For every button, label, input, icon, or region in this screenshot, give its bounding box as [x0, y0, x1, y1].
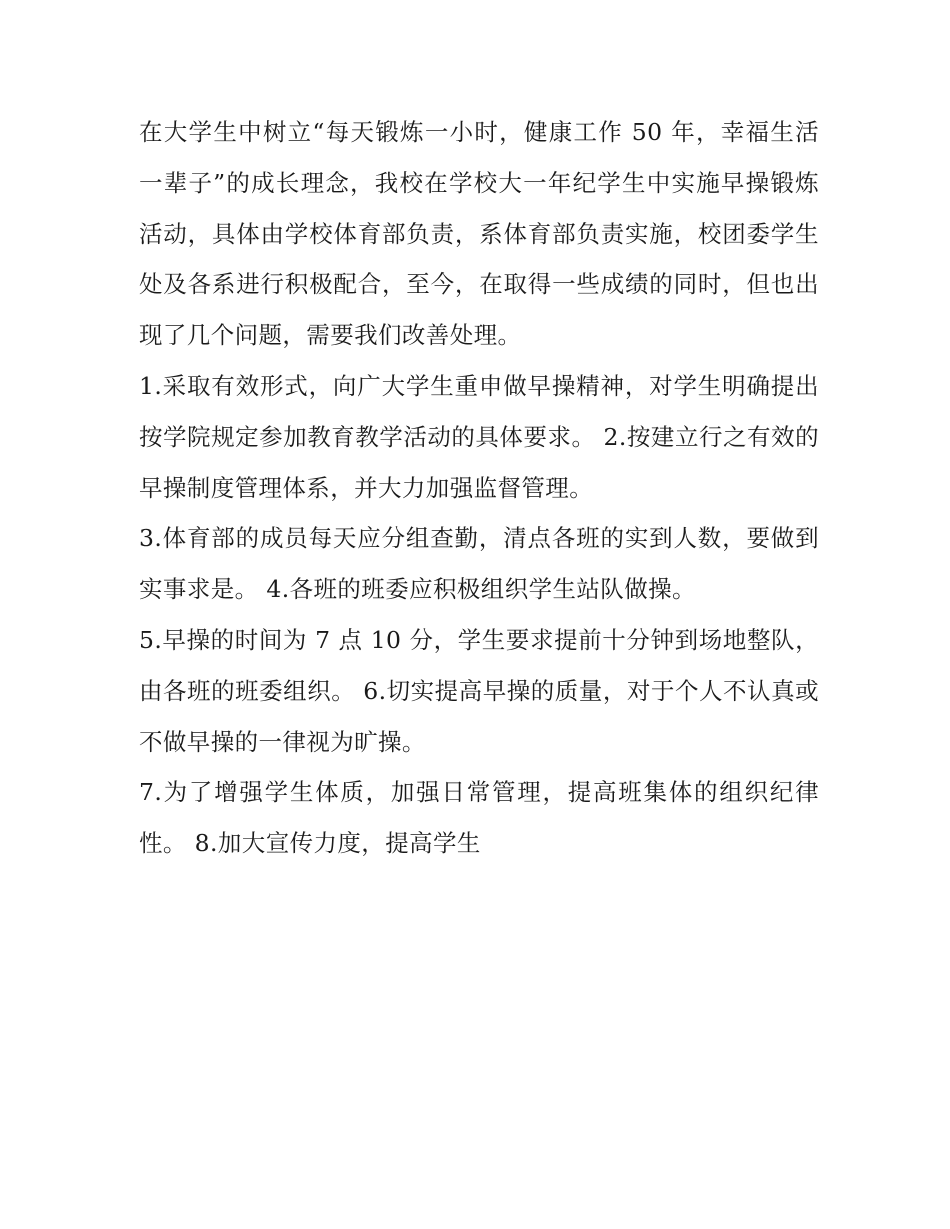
document-body: [139, 107, 819, 869]
paragraph-items-7-8: 7.为了增强学生体质，加强日常管理，提高班集体的组织纪律性。 8.加大宣传力度，提高学生: [139, 778, 819, 858]
paragraph-items-1-2: 1.采取有效形式，向广大学生重申做早操精神，对学生明确提出按学院规定参加教育教学活动的具体要求。 2.按建立行之有效的早操制度管理体系，并大力加强监督管理。: [139, 371, 819, 502]
paragraph-items-5-6: 5.早操的时间为 7 点 10 分，学生要求提前十分钟到场地整队，由各班的班委组织。 6.切实提高早操的质量，对于个人不认真或不做早操的一律视为旷操。: [139, 625, 819, 756]
paragraph-intro: 在大学生中树立“每天锻炼一小时，健康工作 50 年，幸福生活一辈子”的成长理念，我校在学校大一年纪学生中实施早操锻炼活动，具体由学校体育部负责，系体育部负责实施，校团委学生处及各系进行积极配合，至今，在取得一些成绩的同时，但也出现了几个问题，需要我们改善处理。: [139, 118, 819, 350]
paragraph-items-3-4: 3.体育部的成员每天应分组查勤，清点各班的实到人数，要做到实事求是。 4.各班的班委应积极组织学生站队做操。: [139, 524, 819, 604]
